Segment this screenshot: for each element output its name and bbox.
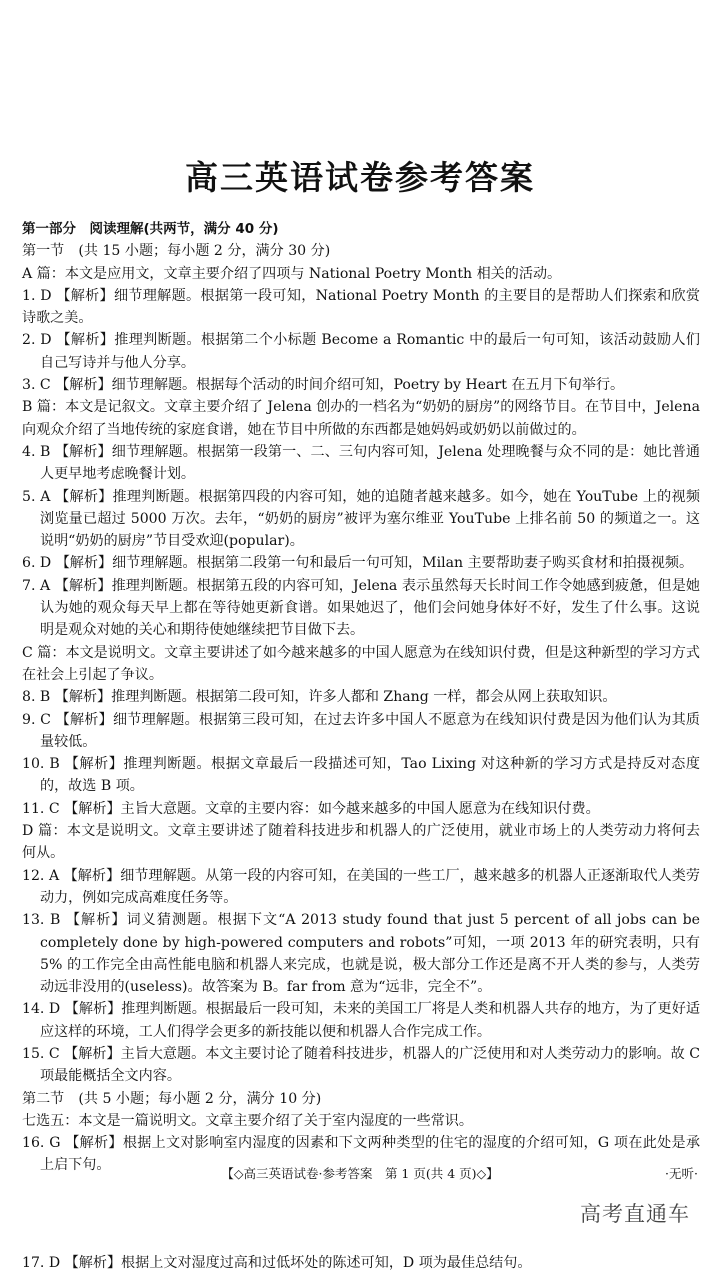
answer-line: 4. B 【解析】细节理解题。根据第一段第一、二、三句内容可知，Jelena 处理晚餐与众不同的是：她比普通人更早地考虑晚餐计划。 — [22, 443, 700, 483]
answer-line: 11. C 【解析】主旨大意题。文章的主要内容：如今越来越多的中国人愿意为在线知识付费。 — [22, 800, 600, 817]
answer-line: 1. D 【解析】细节理解题。根据第一段可知，National Poetry Month 的主要目的是帮助人们探索和欣赏诗歌之美。 — [22, 287, 700, 327]
answer-line: 8. B 【解析】推理判断题。根据第二段可知，许多人都和 Zhang 一样，都会从网上获取知识。 — [22, 689, 617, 706]
answer-line: 15. C 【解析】主旨大意题。本文主要讨论了随着科技进步，机器人的广泛使用和对人类劳动力的影响。故 C 项最能概括全文内容。 — [22, 1045, 700, 1085]
next-page-answer-line: 17. D 【解析】根据上文对湿度过高和过低坏处的陈述可知，D 项为最佳总结句。 — [22, 1255, 532, 1271]
answer-line: 6. D 【解析】细节理解题。根据第二段第一句和最后一句可知，Milan 主要帮助妻子购买食材和拍摄视频。 — [22, 555, 694, 572]
page-title: 高三英语试卷参考答案 — [185, 158, 535, 197]
answer-line: B 篇：本文是记叙文。文章主要介绍了 Jelena 创办的一档名为“奶奶的厨房”的网络节目。在节目中，Jelena 向观众介绍了当地传统的家庭食谱，她在节目中所做的东西都是她妈妈或奶奶以前做过的。 — [22, 399, 700, 438]
footer-page-info: 【◇高三英语试卷·参考答案 第 1 页(共 4 页)◇】 — [221, 1166, 499, 1181]
footer-mark: ·无听· — [665, 1166, 698, 1181]
answer-line: 2. D 【解析】推理判断题。根据第二个小标题 Become a Romantic 中的最后一句可知，该活动鼓励人们自己写诗并与他人分享。 — [22, 332, 700, 371]
answer-line: 7. A 【解析】推理判断题。根据第五段的内容可知，Jelena 表示虽然每天长时间工作令她感到疲惫，但是她认为她的观众每天早上都在等待她更新食谱。如果她迟了，他们会问她身体好不好，发生了什么事。这说明是观众对她的关心和期待使她继续把节目做下去。 — [22, 577, 700, 639]
answer-line: 3. C 【解析】细节理解题。根据每个活动的时间介绍可知，Poetry by Heart 在五月下旬举行。 — [22, 377, 625, 394]
answer-line: 第一节 (共 15 小题；每小题 2 分，满分 30 分) — [22, 243, 331, 260]
page-footer — [0, 1164, 720, 1184]
answer-line: D 篇：本文是说明文。文章主要讲述了随着科技进步和机器人的广泛使用，就业市场上的人类劳动力将何去何从。 — [22, 823, 700, 862]
answer-line: 5. A 【解析】推理判断题。根据第四段的内容可知，她的追随者越来越多。如今，她在 YouTube 上的视频浏览量已超过 5000 万次。去年，“奶奶的厨房”被评为塞尔维亚 YouTube 上排名前 50 的频道之一。这说明“奶奶的厨房”节目受欢迎(popular)。 — [22, 488, 700, 550]
answer-line: 七选五：本文是一篇说明文。文章主要介绍了关于室内湿度的一些常识。 — [22, 1112, 473, 1129]
answer-line: 16. G 【解析】根据上文对影响室内湿度的因素和下文两种类型的住宅的湿度的介绍可知，G 项在此处是承上启下句。 — [22, 1135, 700, 1174]
answer-content — [22, 218, 700, 1177]
watermark-text: 高考直通车 — [580, 1202, 690, 1226]
answer-line: 14. D 【解析】推理判断题。根据最后一段可知，未来的美国工厂将是人类和机器人共存的地方，为了更好适应这样的环境，工人们得学会更多的新技能以便和机器人合作完成工作。 — [22, 1001, 700, 1040]
answer-line: 第二节 (共 5 小题；每小题 2 分，满分 10 分) — [22, 1090, 322, 1107]
answer-line: 9. C 【解析】细节理解题。根据第三段可知，在过去许多中国人不愿意为在线知识付费是因为他们认为其质量较低。 — [22, 711, 700, 750]
answer-line: 第一部分 阅读理解(共两节，满分 40 分) — [22, 221, 279, 237]
answer-line: 10. B 【解析】推理判断题。根据文章最后一段描述可知，Tao Lixing 对这种新的学习方式是持反对态度的，故选 B 项。 — [22, 756, 700, 795]
answer-line: A 篇：本文是应用文，文章主要介绍了四项与 National Poetry Month 相关的活动。 — [22, 265, 562, 282]
answer-line: 13. B 【解析】词义猜测题。根据下文“A 2013 study found that just 5 percent of all jobs can be completely done by high-powered computers and robots”可知，一项 2013 年的研究表明，只有 5% 的工作完全由高性能电脑和机器人来完成，也就是说，极大部分工作还是离不开人类的参与，人类劳动远非没用的(useless)。故答案为 B。far from 意为“远非，完全不”。 — [22, 912, 700, 996]
answer-line: 12. A 【解析】细节理解题。从第一段的内容可知，在美国的一些工厂，越来越多的机器人正逐渐取代人类劳动力，例如完成高难度任务等。 — [22, 867, 700, 906]
answer-line: C 篇：本文是说明文。文章主要讲述了如今越来越多的中国人愿意为在线知识付费，但是这种新型的学习方式在社会上引起了争议。 — [22, 644, 700, 683]
